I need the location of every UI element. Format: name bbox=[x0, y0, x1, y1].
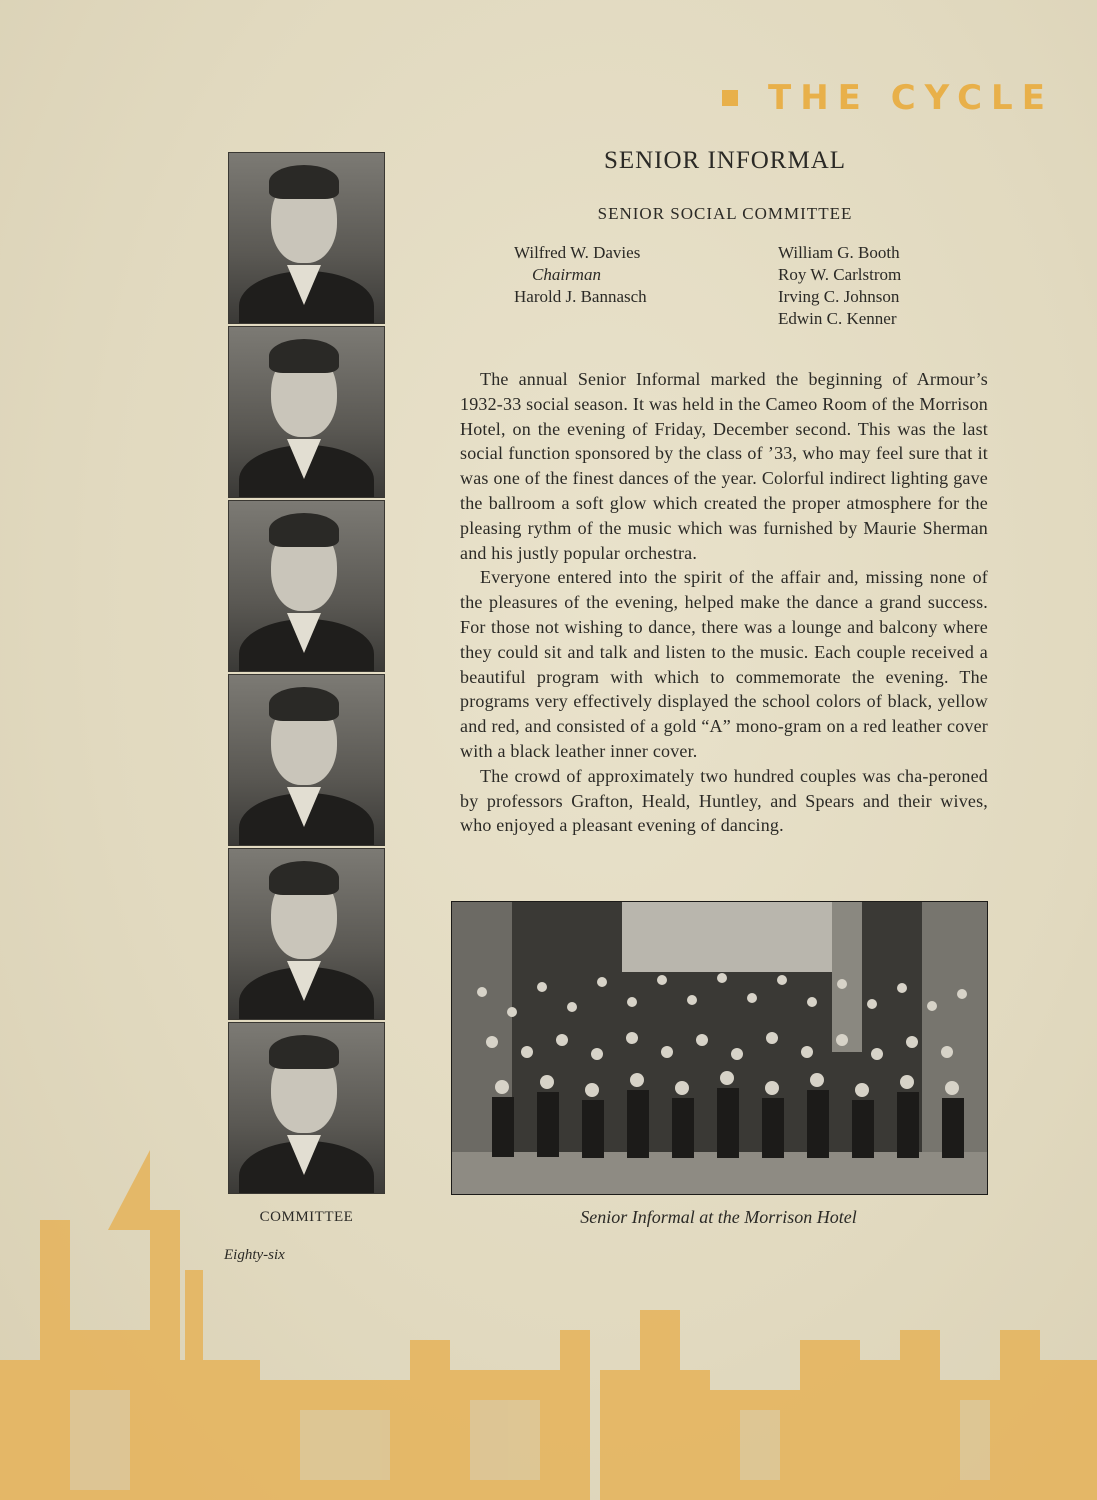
header-square-ornament bbox=[722, 90, 738, 106]
committee-member: Harold J. Bannasch bbox=[514, 287, 647, 306]
page-number: Eighty-six bbox=[224, 1247, 285, 1263]
portrait-photo bbox=[228, 152, 385, 324]
committee-list-left bbox=[514, 242, 647, 308]
committee-member: William G. Booth bbox=[778, 243, 900, 262]
article-title: SENIOR INFORMAL bbox=[603, 147, 847, 174]
article-body bbox=[460, 367, 988, 838]
committee-caption: COMMITTEE bbox=[259, 1209, 354, 1225]
committee-portraits bbox=[228, 152, 385, 1196]
paragraph: The annual Senior Informal marked the beginning of Armour’s 1932-33 social season. It was held in the Cameo Room of the Morrison Hotel, on the evening of Friday, December second. This was the last social function sponsored by the class of ’33, who may feel sure that it was one of the finest dances of the year. Colorful indirect lighting gave the ballroom a soft glow which created the proper atmosphere for the pleasing rythm of the music which was furnished by Maurie Sherman and his justly popular orchestra. bbox=[460, 369, 988, 563]
committee-member: Irving C. Johnson bbox=[778, 287, 900, 306]
committee-heading: SENIOR SOCIAL COMMITTEE bbox=[597, 204, 853, 223]
portrait-photo bbox=[228, 674, 385, 846]
page-header bbox=[722, 78, 1054, 118]
photo-caption: Senior Informal at the Morrison Hotel bbox=[580, 1207, 857, 1227]
paragraph: Everyone entered into the spirit of the affair and, missing none of the pleasures of the evening, helped make the dance a grand success. For those not wishing to dance, there was a lounge and balcony where they could sit and talk and listen to the music. Each couple received a beautiful program with which to commemorate the evening. The programs very effectively displayed the school colors of black, yellow and red, and consisted of a gold “A” mono-gram on a red leather cover with a black leather inner cover. bbox=[460, 567, 988, 761]
committee-list-right bbox=[778, 242, 901, 330]
paragraph: The crowd of approximately two hundred couples was cha-peroned by professors Grafton, Heald, Huntley, and Spears and their wives, who enjoyed a pleasant evening of dancing. bbox=[460, 765, 988, 836]
portrait-photo bbox=[228, 848, 385, 1020]
portrait-photo bbox=[228, 1022, 385, 1194]
crowd-illustration bbox=[452, 902, 987, 1194]
group-photo bbox=[451, 901, 988, 1195]
portrait-photo bbox=[228, 500, 385, 672]
portrait-photo bbox=[228, 326, 385, 498]
committee-member: Roy W. Carlstrom bbox=[778, 265, 902, 284]
publication-title: THE CYCLE bbox=[768, 78, 1054, 118]
committee-member: Wilfred W. Davies bbox=[514, 243, 641, 262]
committee-member: Edwin C. Kenner bbox=[778, 309, 897, 328]
committee-role: Chairman bbox=[532, 265, 601, 284]
